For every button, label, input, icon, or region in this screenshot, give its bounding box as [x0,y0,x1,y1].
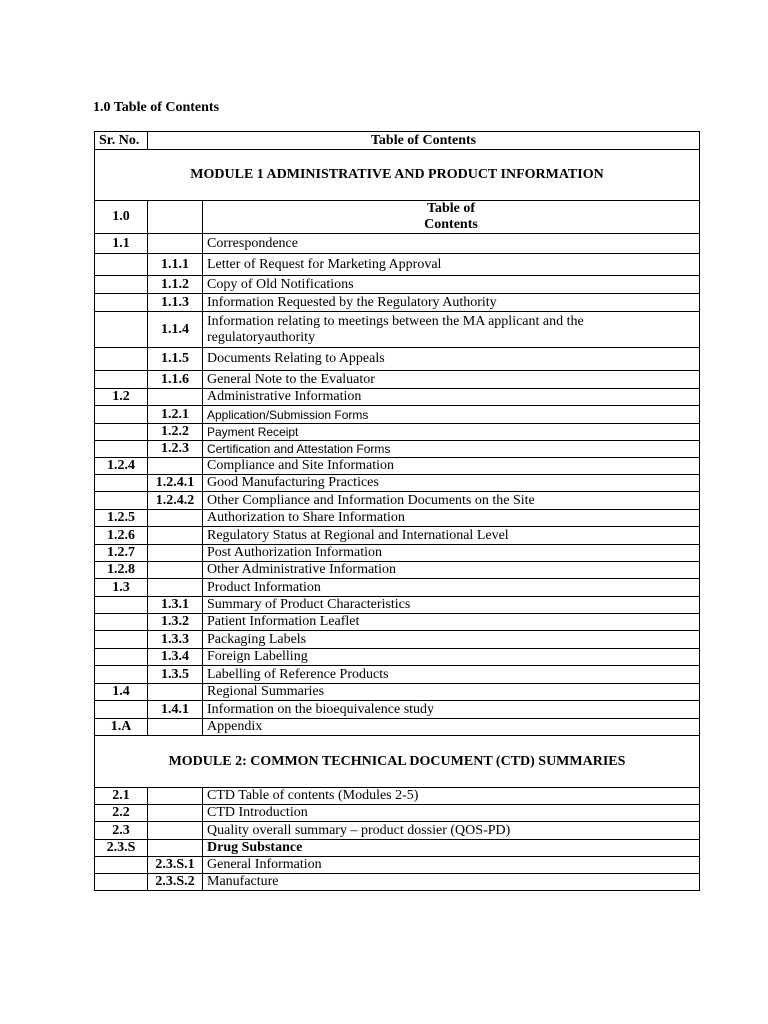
subsection-number [148,805,203,822]
subsection-number: 1.1.3 [148,294,203,312]
section-title: Documents Relating to Appeals [203,348,700,371]
table-row [95,441,700,458]
table-row [95,424,700,441]
section-title: Information Requested by the Regulatory Authority [203,294,700,312]
section-number [95,492,148,510]
section-number [95,874,148,891]
section-title: Letter of Request for Marketing Approval [203,254,700,276]
table-row [95,294,700,312]
subsection-number [148,562,203,579]
table-row [95,874,700,891]
table-row [95,822,700,840]
subsection-number [148,234,203,254]
section-number: 1.3 [95,579,148,597]
section-title: General Information [203,857,700,874]
table-row [95,527,700,545]
table-row [95,597,700,614]
subsection-number: 1.2.1 [148,406,203,424]
section-number: 1.1 [95,234,148,254]
section-title: Drug Substance [203,840,700,857]
section-title: Regional Summaries [203,684,700,701]
section-title: Patient Information Leaflet [203,614,700,631]
section-number: 2.3 [95,822,148,840]
table-row [95,614,700,631]
header-sr-no: Sr. No. [95,132,148,150]
section-number: 1.0 [95,201,148,234]
section-title: Product Information [203,579,700,597]
section-number: 1.2 [95,389,148,406]
table-row [95,857,700,874]
table-row [95,458,700,475]
section-title: Post Authorization Information [203,545,700,562]
subsection-number: 1.2.4.2 [148,492,203,510]
section-number [95,254,148,276]
section-title: General Note to the Evaluator [203,371,700,389]
subsection-number: 1.3.4 [148,649,203,666]
header-table-of-contents: Table of Contents [148,132,700,150]
module-1-row [95,150,700,201]
table-header-row [95,132,700,150]
table-row [95,406,700,424]
document-heading: 1.0 Table of Contents [93,100,220,115]
section-title: Summary of Product Characteristics [203,597,700,614]
table-row [95,788,700,805]
section-title: Appendix [203,719,700,736]
table-row [95,840,700,857]
section-number: 2.1 [95,788,148,805]
subsection-number: 1.1.1 [148,254,203,276]
section-number: 1.2.7 [95,545,148,562]
section-number [95,276,148,294]
subsection-number: 1.2.3 [148,441,203,458]
section-title: Copy of Old Notifications [203,276,700,294]
table-row [95,719,700,736]
section-title-line: Contents [424,217,478,232]
section-title: Other Administrative Information [203,562,700,579]
subsection-number: 1.3.5 [148,666,203,684]
section-number [95,649,148,666]
section-number [95,406,148,424]
section-number [95,348,148,371]
section-number [95,701,148,719]
section-number [95,597,148,614]
table-row [95,389,700,406]
section-title: Administrative Information [203,389,700,406]
section-title: Payment Receipt [203,424,700,441]
table-row [95,701,700,719]
module-1-title: MODULE 1 ADMINISTRATIVE AND PRODUCT INFORMATION [95,150,700,201]
subsection-number [148,579,203,597]
subsection-number [148,510,203,527]
table-row [95,276,700,294]
table-row [95,562,700,579]
table-row [95,510,700,527]
table-row [95,475,700,492]
table-row [95,371,700,389]
section-title: Correspondence [203,234,700,254]
subsection-number: 1.3.2 [148,614,203,631]
section-number [95,475,148,492]
section-title: Foreign Labelling [203,649,700,666]
section-number [95,857,148,874]
section-number: 1.2.5 [95,510,148,527]
section-title: Regulatory Status at Regional and International Level [203,527,700,545]
section-number: 1.2.6 [95,527,148,545]
table-row [95,201,700,234]
table-row [95,684,700,701]
table-row [95,666,700,684]
section-title: Certification and Attestation Forms [203,441,700,458]
table-row [95,805,700,822]
subsection-number: 1.2.2 [148,424,203,441]
section-title: Labelling of Reference Products [203,666,700,684]
subsection-number [148,458,203,475]
subsection-number: 1.3.3 [148,631,203,649]
section-number [95,424,148,441]
subsection-number [148,389,203,406]
table-row [95,348,700,371]
section-number: 1.2.4 [95,458,148,475]
table-row [95,234,700,254]
section-title: Other Compliance and Information Documents on the Site [203,492,700,510]
subsection-number [148,545,203,562]
table-row [95,649,700,666]
subsection-number [148,201,203,234]
section-title: Compliance and Site Information [203,458,700,475]
subsection-number: 1.1.2 [148,276,203,294]
section-number: 2.3.S [95,840,148,857]
section-title: Manufacture [203,874,700,891]
subsection-number: 2.3.S.2 [148,874,203,891]
subsection-number [148,527,203,545]
section-title: Application/Submission Forms [203,406,700,424]
section-number: 1.2.8 [95,562,148,579]
section-number: 2.2 [95,805,148,822]
section-title: Packaging Labels [203,631,700,649]
section-number: 1.A [95,719,148,736]
subsection-number [148,684,203,701]
subsection-number [148,788,203,805]
section-number [95,614,148,631]
module-2-title: MODULE 2: COMMON TECHNICAL DOCUMENT (CTD) SUMMARIES [95,736,700,788]
section-number [95,441,148,458]
section-title: Authorization to Share Information [203,510,700,527]
subsection-number: 1.3.1 [148,597,203,614]
section-number [95,666,148,684]
subsection-number [148,719,203,736]
table-row [95,254,700,276]
subsection-number [148,822,203,840]
section-number [95,371,148,389]
table-row [95,492,700,510]
subsection-number: 2.3.S.1 [148,857,203,874]
section-number [95,631,148,649]
subsection-number: 1.1.4 [148,312,203,348]
section-title: Information relating to meetings between the MA applicant and the regulatoryauthority [203,312,700,348]
toc-table [94,131,700,891]
subsection-number [148,840,203,857]
section-number: 1.4 [95,684,148,701]
section-title: Information on the bioequivalence study [203,701,700,719]
table-row [95,312,700,348]
table-row [95,545,700,562]
section-title: Good Manufacturing Practices [203,475,700,492]
section-number [95,294,148,312]
section-title: CTD Introduction [203,805,700,822]
table-row [95,579,700,597]
module-2-row [95,736,700,788]
subsection-number: 1.1.5 [148,348,203,371]
table-row [95,631,700,649]
section-title [203,201,700,234]
subsection-number: 1.4.1 [148,701,203,719]
subsection-number: 1.1.6 [148,371,203,389]
section-title-line: Table of [426,201,476,216]
section-title: Quality overall summary – product dossier (QOS-PD) [203,822,700,840]
subsection-number: 1.2.4.1 [148,475,203,492]
section-title: CTD Table of contents (Modules 2-5) [203,788,700,805]
section-number [95,312,148,348]
